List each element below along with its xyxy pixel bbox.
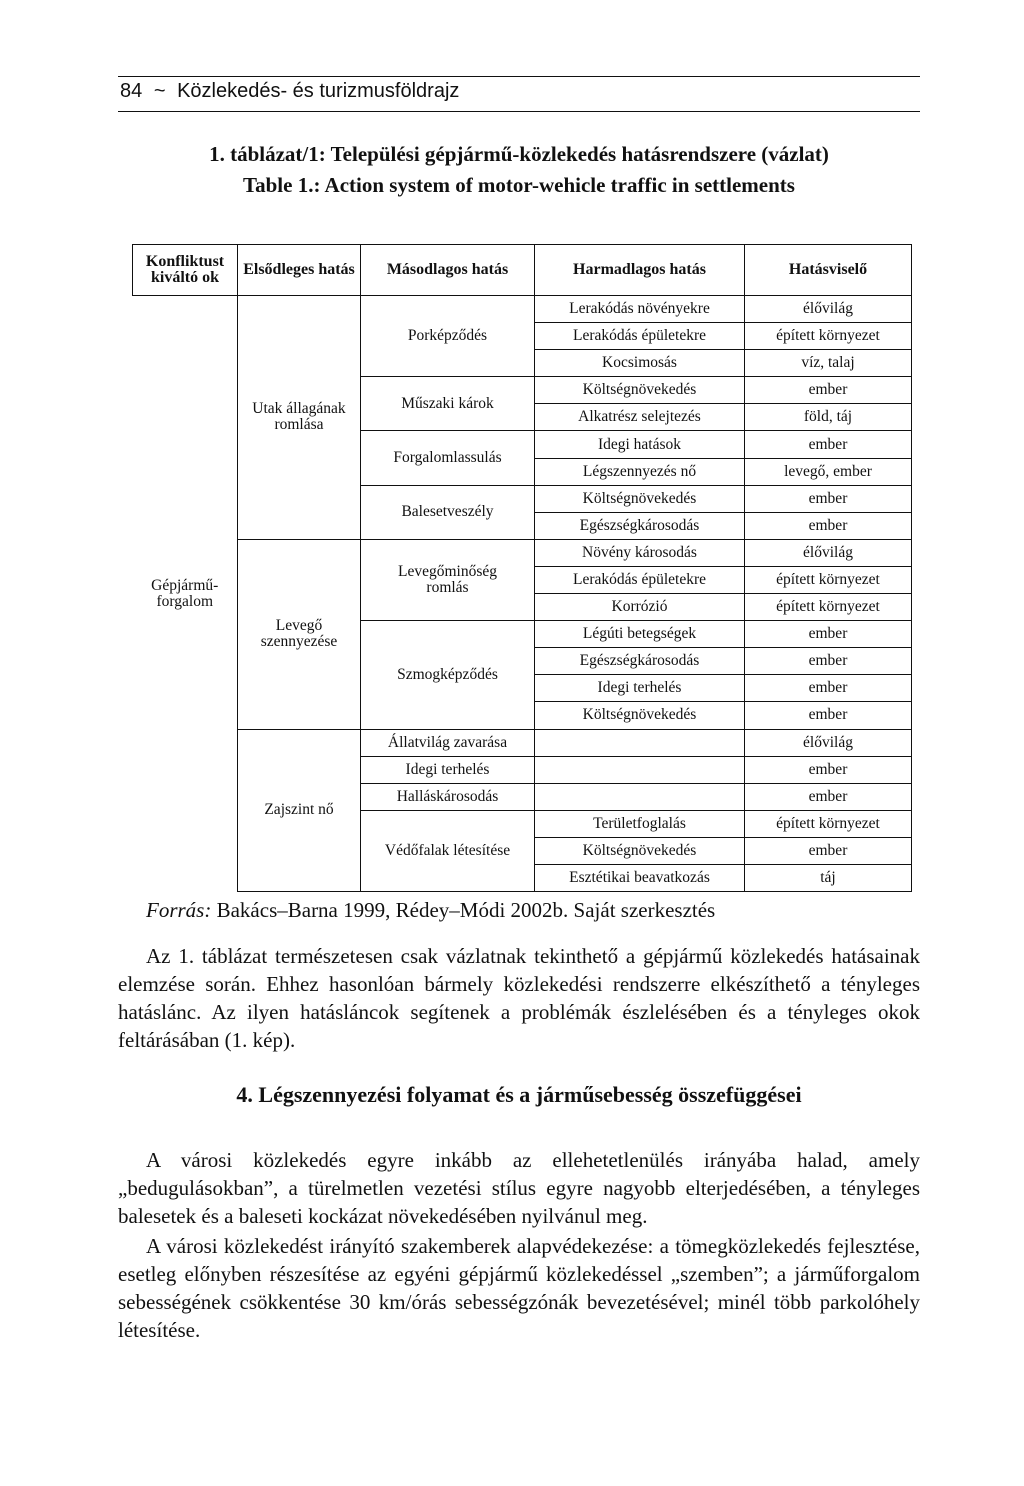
tertiary-cell: Lerakódás épületekre: [535, 323, 745, 350]
table-row: [133, 296, 912, 323]
bearer-cell: levegő, ember: [745, 458, 912, 485]
tertiary-cell: Költségnövekedés: [535, 377, 745, 404]
primary-air-pollution: Levegő szennyezése: [238, 539, 361, 729]
paragraph-traffic-measures: A városi közlekedést irányító szakemberek alapvédekezése: a tömegközlekedés fejlesztése, esetleg előnyben részesítése az egyéni gépjármű közlekedéssel „szemben”; a járműforgalom sebességének csökkentése 30 km/órás sebességzónák bevezetésével; minél több parkolóhely létesítése.: [118, 1234, 920, 1342]
bearer-cell: élővilág: [745, 296, 912, 323]
running-header-text: [120, 80, 459, 103]
tertiary-cell: Légúti betegségek: [535, 621, 745, 648]
secondary-smog: Szmogképződés: [361, 621, 535, 729]
running-header: [118, 76, 920, 112]
secondary-noise-barriers: Védőfalak létesítése: [361, 810, 535, 891]
tertiary-cell: Idegi terhelés: [535, 675, 745, 702]
header-cause: Konfliktust kiváltó ok: [133, 245, 238, 296]
tertiary-cell: Légszennyezés nő: [535, 458, 745, 485]
tertiary-cell: Kocsimosás: [535, 350, 745, 377]
bearer-cell: ember: [745, 485, 912, 512]
header-secondary: Másodlagos hatás: [361, 245, 535, 296]
header-tertiary: Harmadlagos hatás: [535, 245, 745, 296]
primary-noise: Zajszint nő: [238, 729, 361, 892]
tertiary-cell: Lerakódás épületekre: [535, 566, 745, 593]
bearer-cell: ember: [745, 648, 912, 675]
tertiary-cell: Alkatrész selejtezés: [535, 404, 745, 431]
tertiary-cell: Lerakódás növényekre: [535, 296, 745, 323]
bearer-cell: ember: [745, 621, 912, 648]
secondary-hearing-damage: Halláskárosodás: [361, 783, 535, 810]
secondary-dust: Porképződés: [361, 296, 535, 377]
page-number: 84: [120, 80, 143, 102]
primary-road-damage: Utak állagának romlása: [238, 296, 361, 540]
bearer-cell: ember: [745, 431, 912, 458]
tertiary-cell: [535, 729, 745, 756]
tertiary-cell: Korrózió: [535, 594, 745, 621]
bearer-cell: ember: [745, 783, 912, 810]
paragraph-urban-traffic: A városi közlekedés egyre inkább az ellehetetlenülés irányába halad, amely „bedugulásokban”, a türelmetlen vezetési stílus egyre nagyobb elterjedésében, a tényleges balesetek és a baleseti kockázat növekedésében nyilvánul meg.: [118, 1148, 920, 1228]
bearer-cell: táj: [745, 864, 912, 891]
source-text: Bakács–Barna 1999, Rédey–Módi 2002b. Saját szerkesztés: [211, 898, 716, 922]
tertiary-cell: Területfoglalás: [535, 810, 745, 837]
bearer-cell: épített környezet: [745, 810, 912, 837]
secondary-accident-risk: Balesetveszély: [361, 485, 535, 539]
source-label: Forrás:: [146, 898, 212, 922]
bearer-cell: épített környezet: [745, 323, 912, 350]
cause-cell: Gépjármű-forgalom: [133, 296, 238, 892]
tertiary-cell: Idegi hatások: [535, 431, 745, 458]
paragraph-table-commentary: Az 1. táblázat természetesen csak vázlatnak tekinthető a gépjármű közlekedés hatásainak elemzése során. Ehhez hasonlóan bármely közlekedési rendszerre elkészíthető a tényleges hatáslánc. Az ilyen hatásláncok segítenek a problémák észlelésében és a tényleges okok feltárásában (1. kép).: [118, 944, 920, 1052]
tertiary-cell: [535, 756, 745, 783]
bearer-cell: ember: [745, 837, 912, 864]
header-primary: Elsődleges hatás: [238, 245, 361, 296]
bearer-cell: élővilág: [745, 729, 912, 756]
bearer-cell: épített környezet: [745, 566, 912, 593]
bearer-cell: ember: [745, 702, 912, 729]
bearer-cell: föld, táj: [745, 404, 912, 431]
bearer-cell: élővilág: [745, 539, 912, 566]
tertiary-cell: [535, 783, 745, 810]
bearer-cell: ember: [745, 377, 912, 404]
section-heading: 4. Légszennyezési folyamat és a járműsebesség összefüggései: [236, 1082, 802, 1107]
secondary-traffic-slowdown: Forgalomlassulás: [361, 431, 535, 485]
header-separator: ~: [153, 80, 166, 102]
bearer-cell: ember: [745, 756, 912, 783]
bearer-cell: ember: [745, 675, 912, 702]
bearer-cell: víz, talaj: [745, 350, 912, 377]
tertiary-cell: Egészségkárosodás: [535, 648, 745, 675]
table-row: [133, 539, 912, 566]
secondary-technical-damage: Műszaki károk: [361, 377, 535, 431]
impact-table: [132, 244, 912, 892]
table-source: [146, 898, 715, 923]
book-title: Közlekedés- és turizmusföldrajz: [177, 80, 460, 102]
tertiary-cell: Növény károsodás: [535, 539, 745, 566]
table-caption-english: Table 1.: Action system of motor-wehicle traffic in settlements: [243, 173, 795, 197]
tertiary-cell: Költségnövekedés: [535, 702, 745, 729]
secondary-nervous-strain: Idegi terhelés: [361, 756, 535, 783]
tertiary-cell: Egészségkárosodás: [535, 512, 745, 539]
tertiary-cell: Esztétikai beavatkozás: [535, 864, 745, 891]
bearer-cell: ember: [745, 512, 912, 539]
secondary-wildlife-disturbance: Állatvilág zavarása: [361, 729, 535, 756]
secondary-air-quality: Levegőminőség romlás: [361, 539, 535, 620]
tertiary-cell: Költségnövekedés: [535, 837, 745, 864]
table-header-row: [133, 245, 912, 296]
tertiary-cell: Költségnövekedés: [535, 485, 745, 512]
header-bearer: Hatásviselő: [745, 245, 912, 296]
bearer-cell: épített környezet: [745, 594, 912, 621]
table-caption-hungarian: 1. táblázat/1: Települési gépjármű-közlekedés hatásrendszere (vázlat): [209, 142, 829, 166]
table-row: [133, 729, 912, 756]
